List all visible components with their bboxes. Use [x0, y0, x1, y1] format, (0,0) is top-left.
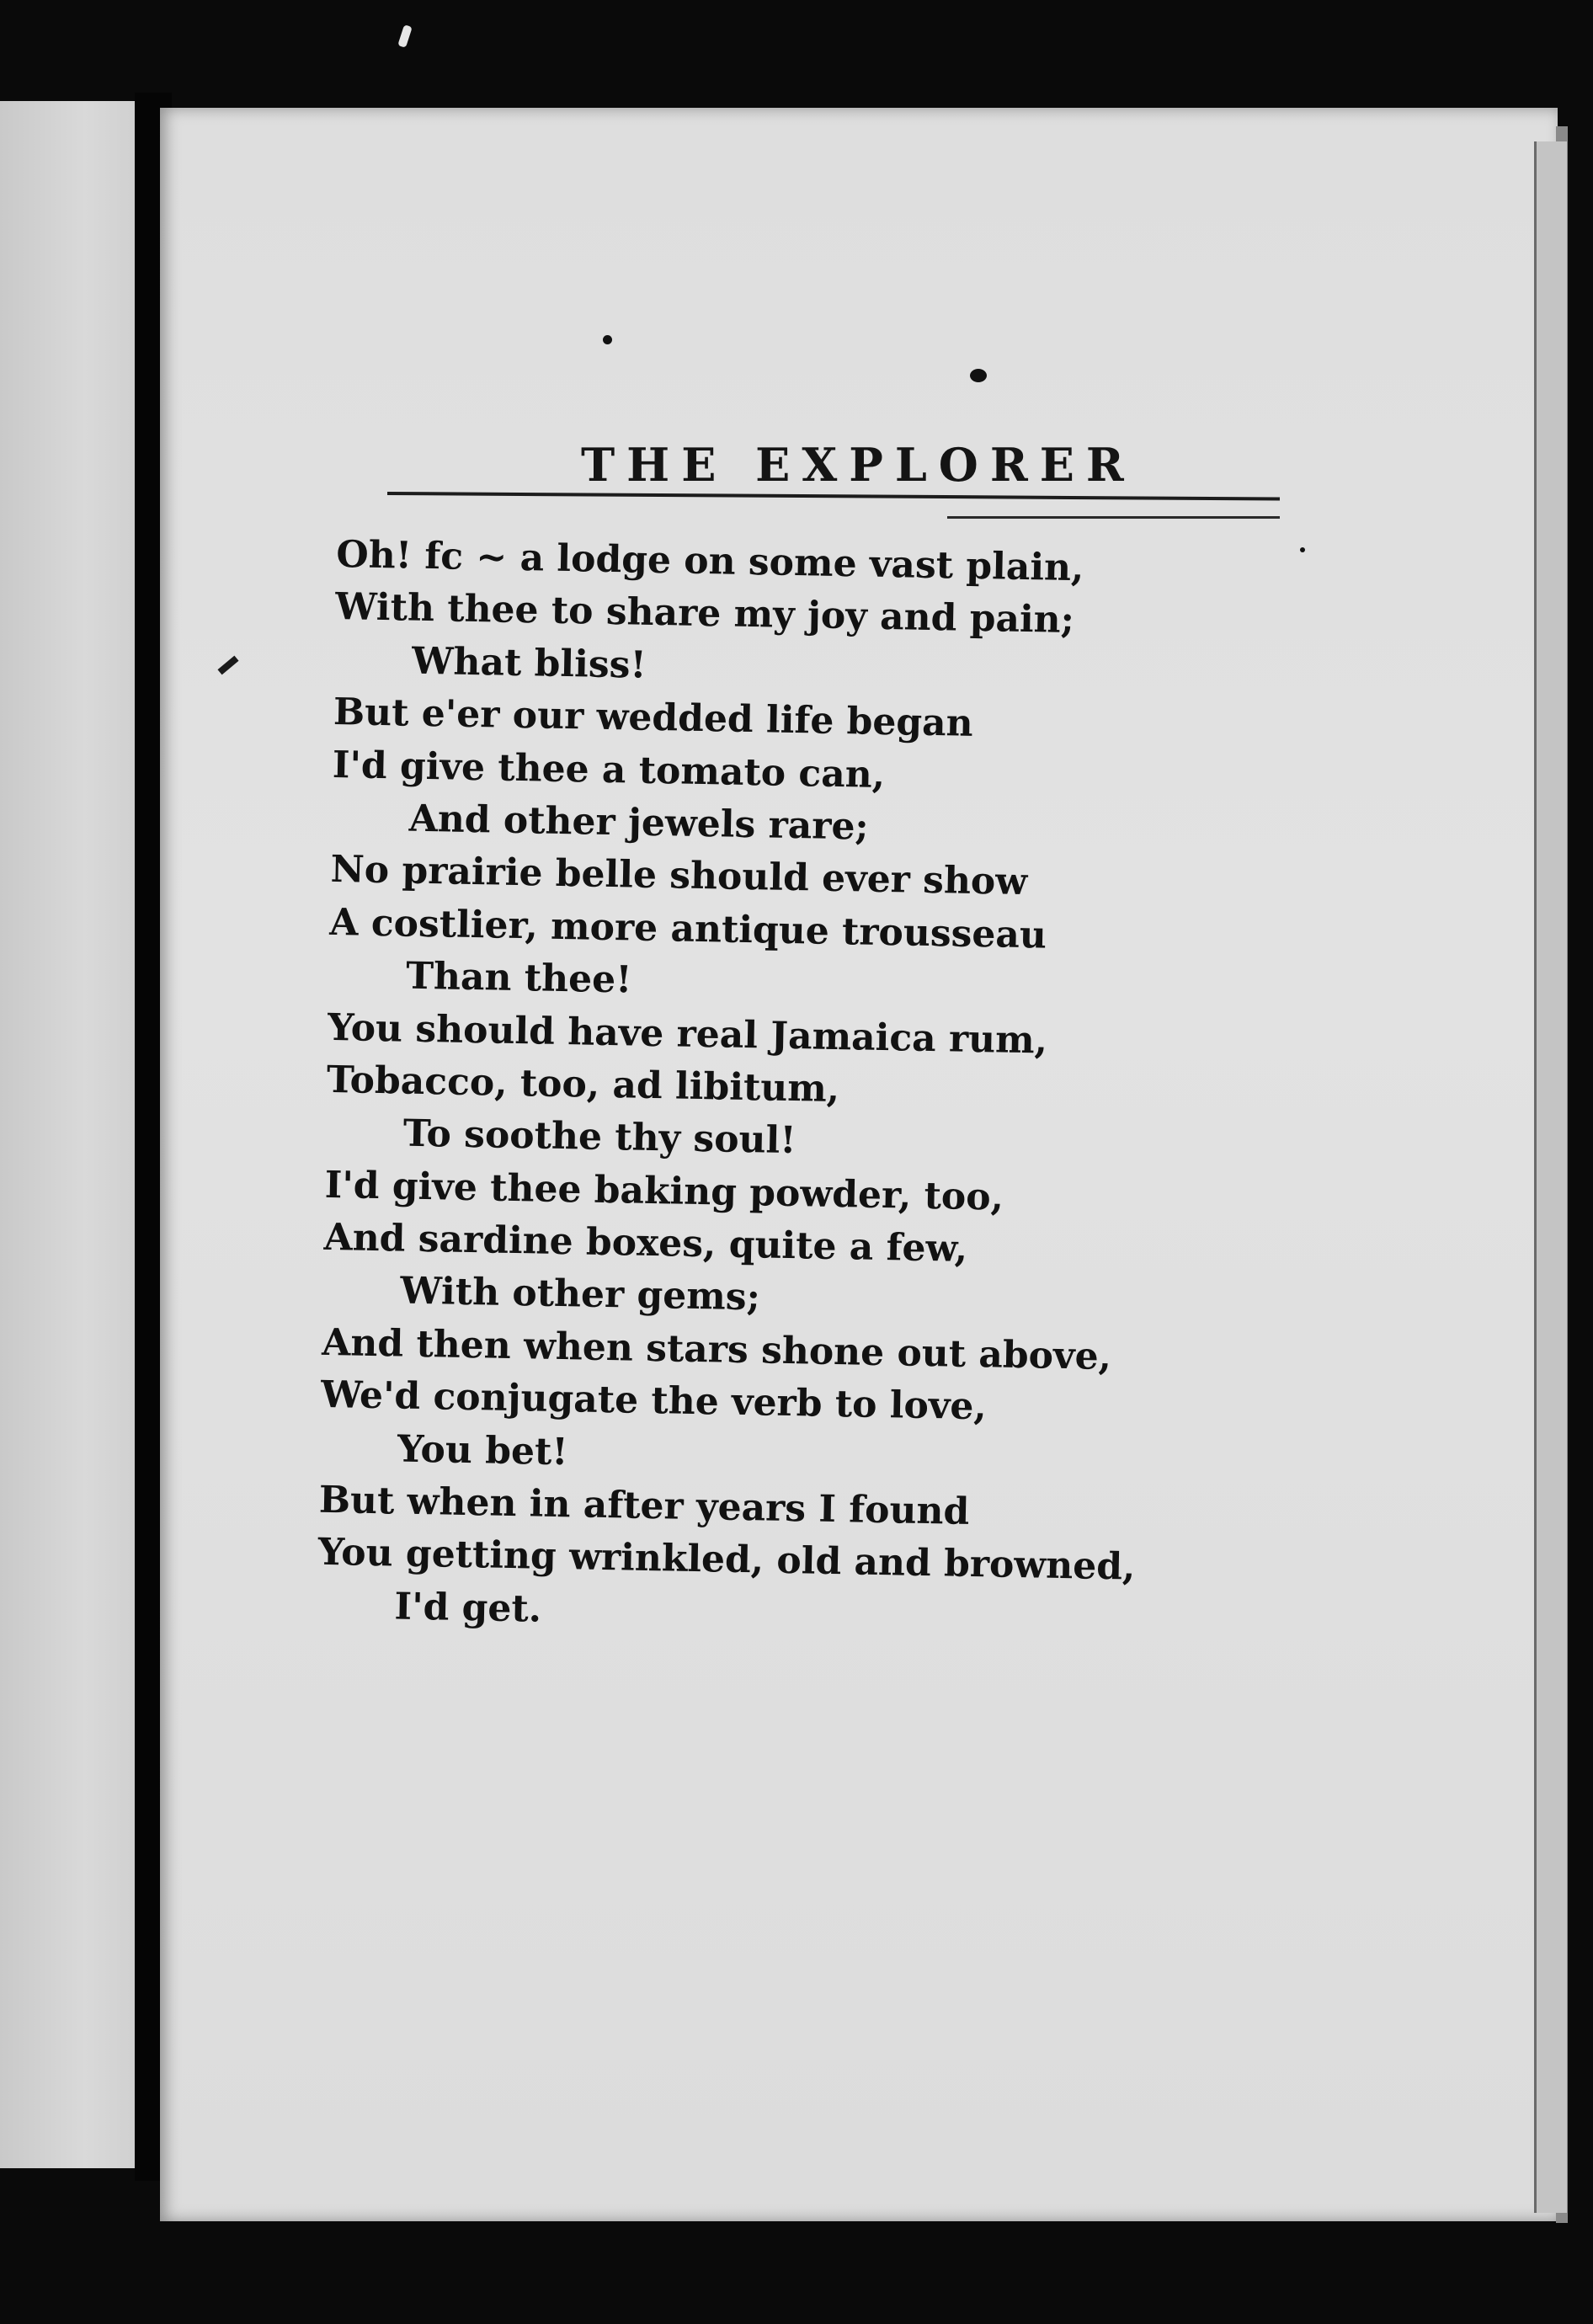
page-edge — [1534, 141, 1567, 2213]
poem-line: We'd conjugate the verb to love, — [320, 1373, 988, 1429]
poem-line: You getting wrinkled, old and browned, — [317, 1531, 1136, 1590]
poem-line: And then when stars shone out above, — [321, 1320, 1112, 1378]
poem-line: But e'er our wedded life began — [333, 690, 974, 746]
poem-line: With thee to share my joy and pain; — [334, 585, 1075, 642]
poem-line: To soothe thy soul! — [402, 1111, 797, 1163]
poem-line: Tobacco, too, ad libitum, — [326, 1058, 840, 1111]
heading-rule-secondary — [947, 516, 1280, 519]
scan-artifact — [397, 24, 413, 48]
poem-line: Than thee! — [405, 954, 632, 1002]
poem-line: No prairie belle should ever show — [330, 848, 1028, 904]
ink-speck — [1300, 547, 1305, 552]
poem-line: Oh! fc ~ a lodge on some vast plain, — [335, 532, 1084, 590]
poem-line: I'd give thee a tomato can, — [332, 743, 886, 797]
poem-line: A costlier, more antique trousseau — [328, 900, 1047, 957]
poem-line: You bet! — [397, 1427, 569, 1474]
facing-page-edge — [0, 101, 141, 2168]
page-heading: THE EXPLORER — [581, 438, 1136, 492]
poem-line: I'd get. — [394, 1585, 542, 1631]
poem-line: But when in after years I found — [318, 1478, 970, 1533]
poem-line: With other gems; — [399, 1270, 761, 1319]
poem-text — [317, 529, 1229, 1648]
poem-line: I'd give thee baking powder, too, — [324, 1163, 1004, 1219]
ink-speck — [603, 335, 612, 344]
poem-line: What bliss! — [411, 639, 647, 687]
poem-line: You should have real Jamaica rum, — [327, 1005, 1048, 1063]
poem-line: And sardine boxes, quite a few, — [323, 1215, 968, 1271]
ink-speck — [970, 369, 987, 382]
poem-line: And other jewels rare; — [408, 797, 870, 849]
